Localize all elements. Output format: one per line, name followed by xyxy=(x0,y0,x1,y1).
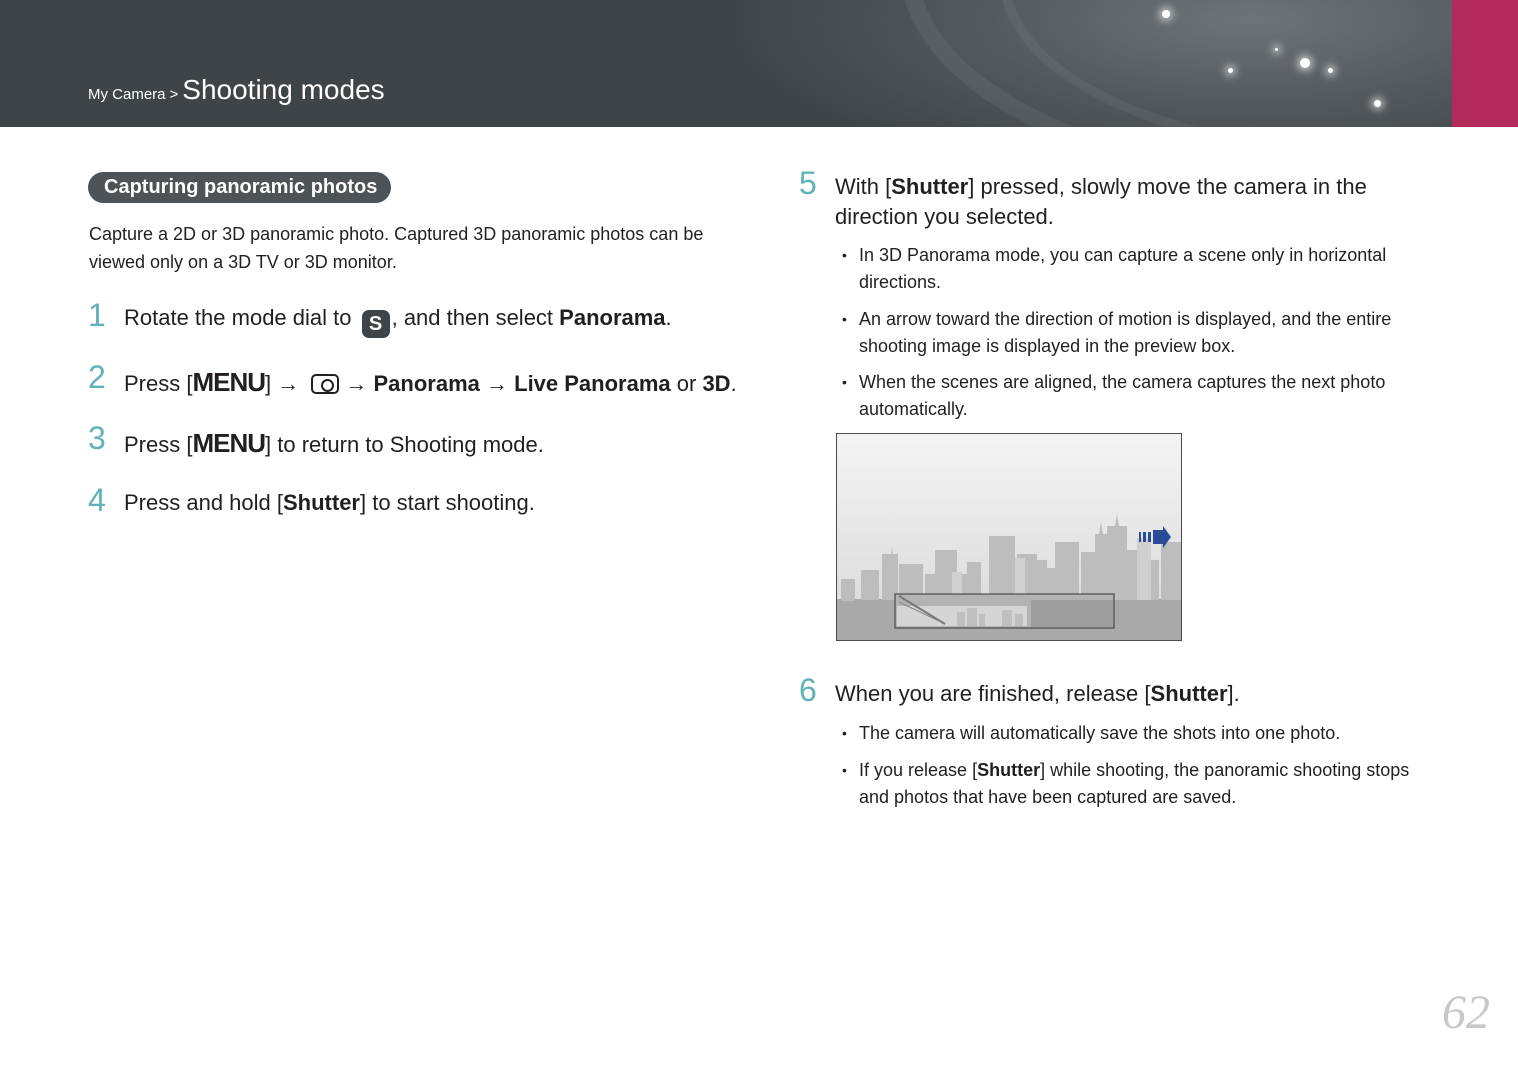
menu-icon: MENU xyxy=(192,428,266,458)
step-number: 5 xyxy=(799,165,817,201)
intro-text: Capture a 2D or 3D panoramic photo. Captured 3D panoramic photos can be viewed only on a 3D TV or 3D monitor. xyxy=(89,224,704,272)
step-text: Press [ xyxy=(124,432,193,457)
breadcrumb-separator: > xyxy=(169,86,179,103)
breadcrumb-root[interactable]: My Camera xyxy=(88,86,166,103)
bullet-keyword: Shutter xyxy=(977,760,1041,780)
step-text: ] to start shooting. xyxy=(359,490,535,515)
step-text: or xyxy=(670,371,703,396)
step-keyword: 3D xyxy=(702,371,731,396)
step-text: Rotate the mode dial to xyxy=(124,305,358,330)
section-title: Capturing panoramic photos xyxy=(88,172,391,203)
step-5 xyxy=(799,165,1455,232)
step-text: Press [ xyxy=(124,371,193,396)
bullet-text: If you release [ xyxy=(859,760,978,780)
step-number: 2 xyxy=(88,359,106,395)
s-mode-icon: S xyxy=(362,310,390,338)
star-decoration xyxy=(1275,48,1278,51)
step-keyword: Panorama xyxy=(559,305,666,330)
step-6 xyxy=(799,672,1455,709)
step-number: 4 xyxy=(88,482,106,518)
step-3 xyxy=(88,420,544,459)
step-text: → xyxy=(479,371,515,396)
breadcrumb xyxy=(88,74,385,106)
step-text: ] → xyxy=(265,371,306,396)
step-text: ] to return to Shooting mode. xyxy=(265,432,544,457)
step-text: Press and hold [ xyxy=(124,490,283,515)
step-text: . xyxy=(665,305,672,330)
bullet-item xyxy=(859,757,1429,811)
step-number: 1 xyxy=(88,297,106,333)
step-text: → xyxy=(345,371,368,396)
bullet-item: • When the scenes are aligned, the camera captures the next photo automatically. xyxy=(859,369,1459,423)
star-decoration xyxy=(1162,10,1170,18)
step-text: With [ xyxy=(835,174,892,199)
bullet-item: • An arrow toward the direction of motion is displayed, and the entire shooting image is displayed in the preview box. xyxy=(859,306,1459,360)
step-text: ]. xyxy=(1227,681,1240,706)
star-decoration xyxy=(1300,58,1310,68)
step-text: When you are finished, release [ xyxy=(835,681,1151,706)
step-text: direction you selected. xyxy=(835,204,1054,229)
accent-tab xyxy=(1452,0,1518,127)
step-4 xyxy=(88,482,535,518)
page-header xyxy=(0,0,1518,127)
step-text: ] pressed, slowly move the camera in the xyxy=(968,174,1367,199)
panorama-preview-image xyxy=(836,433,1182,641)
bullet-item: • The camera will automatically save the shots into one photo. xyxy=(859,720,1459,747)
step-keyword: Shutter xyxy=(891,174,969,199)
bullet-text: ] while shooting, the panoramic shooting stops and photos that have been captured are saved. xyxy=(859,760,1410,807)
camera-icon xyxy=(311,374,339,394)
step-text: . xyxy=(730,371,737,396)
page-title: Shooting modes xyxy=(182,74,385,105)
step-keyword: Shutter xyxy=(282,490,360,515)
page-number: 62 xyxy=(1442,986,1490,1039)
step-2 xyxy=(88,359,737,398)
step-keyword: Live Panorama xyxy=(514,371,671,396)
step-number: 6 xyxy=(799,672,817,708)
step-number: 3 xyxy=(88,420,106,456)
step-keyword: Shutter xyxy=(1150,681,1228,706)
star-decoration xyxy=(1374,100,1381,107)
star-decoration xyxy=(1228,68,1233,73)
step-keyword: Panorama xyxy=(373,371,480,396)
step-1 xyxy=(88,297,672,338)
step-text: , and then select xyxy=(391,305,560,330)
star-decoration xyxy=(1328,68,1333,73)
bullet-item: • In 3D Panorama mode, you can capture a scene only in horizontal directions. xyxy=(859,242,1459,296)
menu-icon: MENU xyxy=(192,367,266,397)
